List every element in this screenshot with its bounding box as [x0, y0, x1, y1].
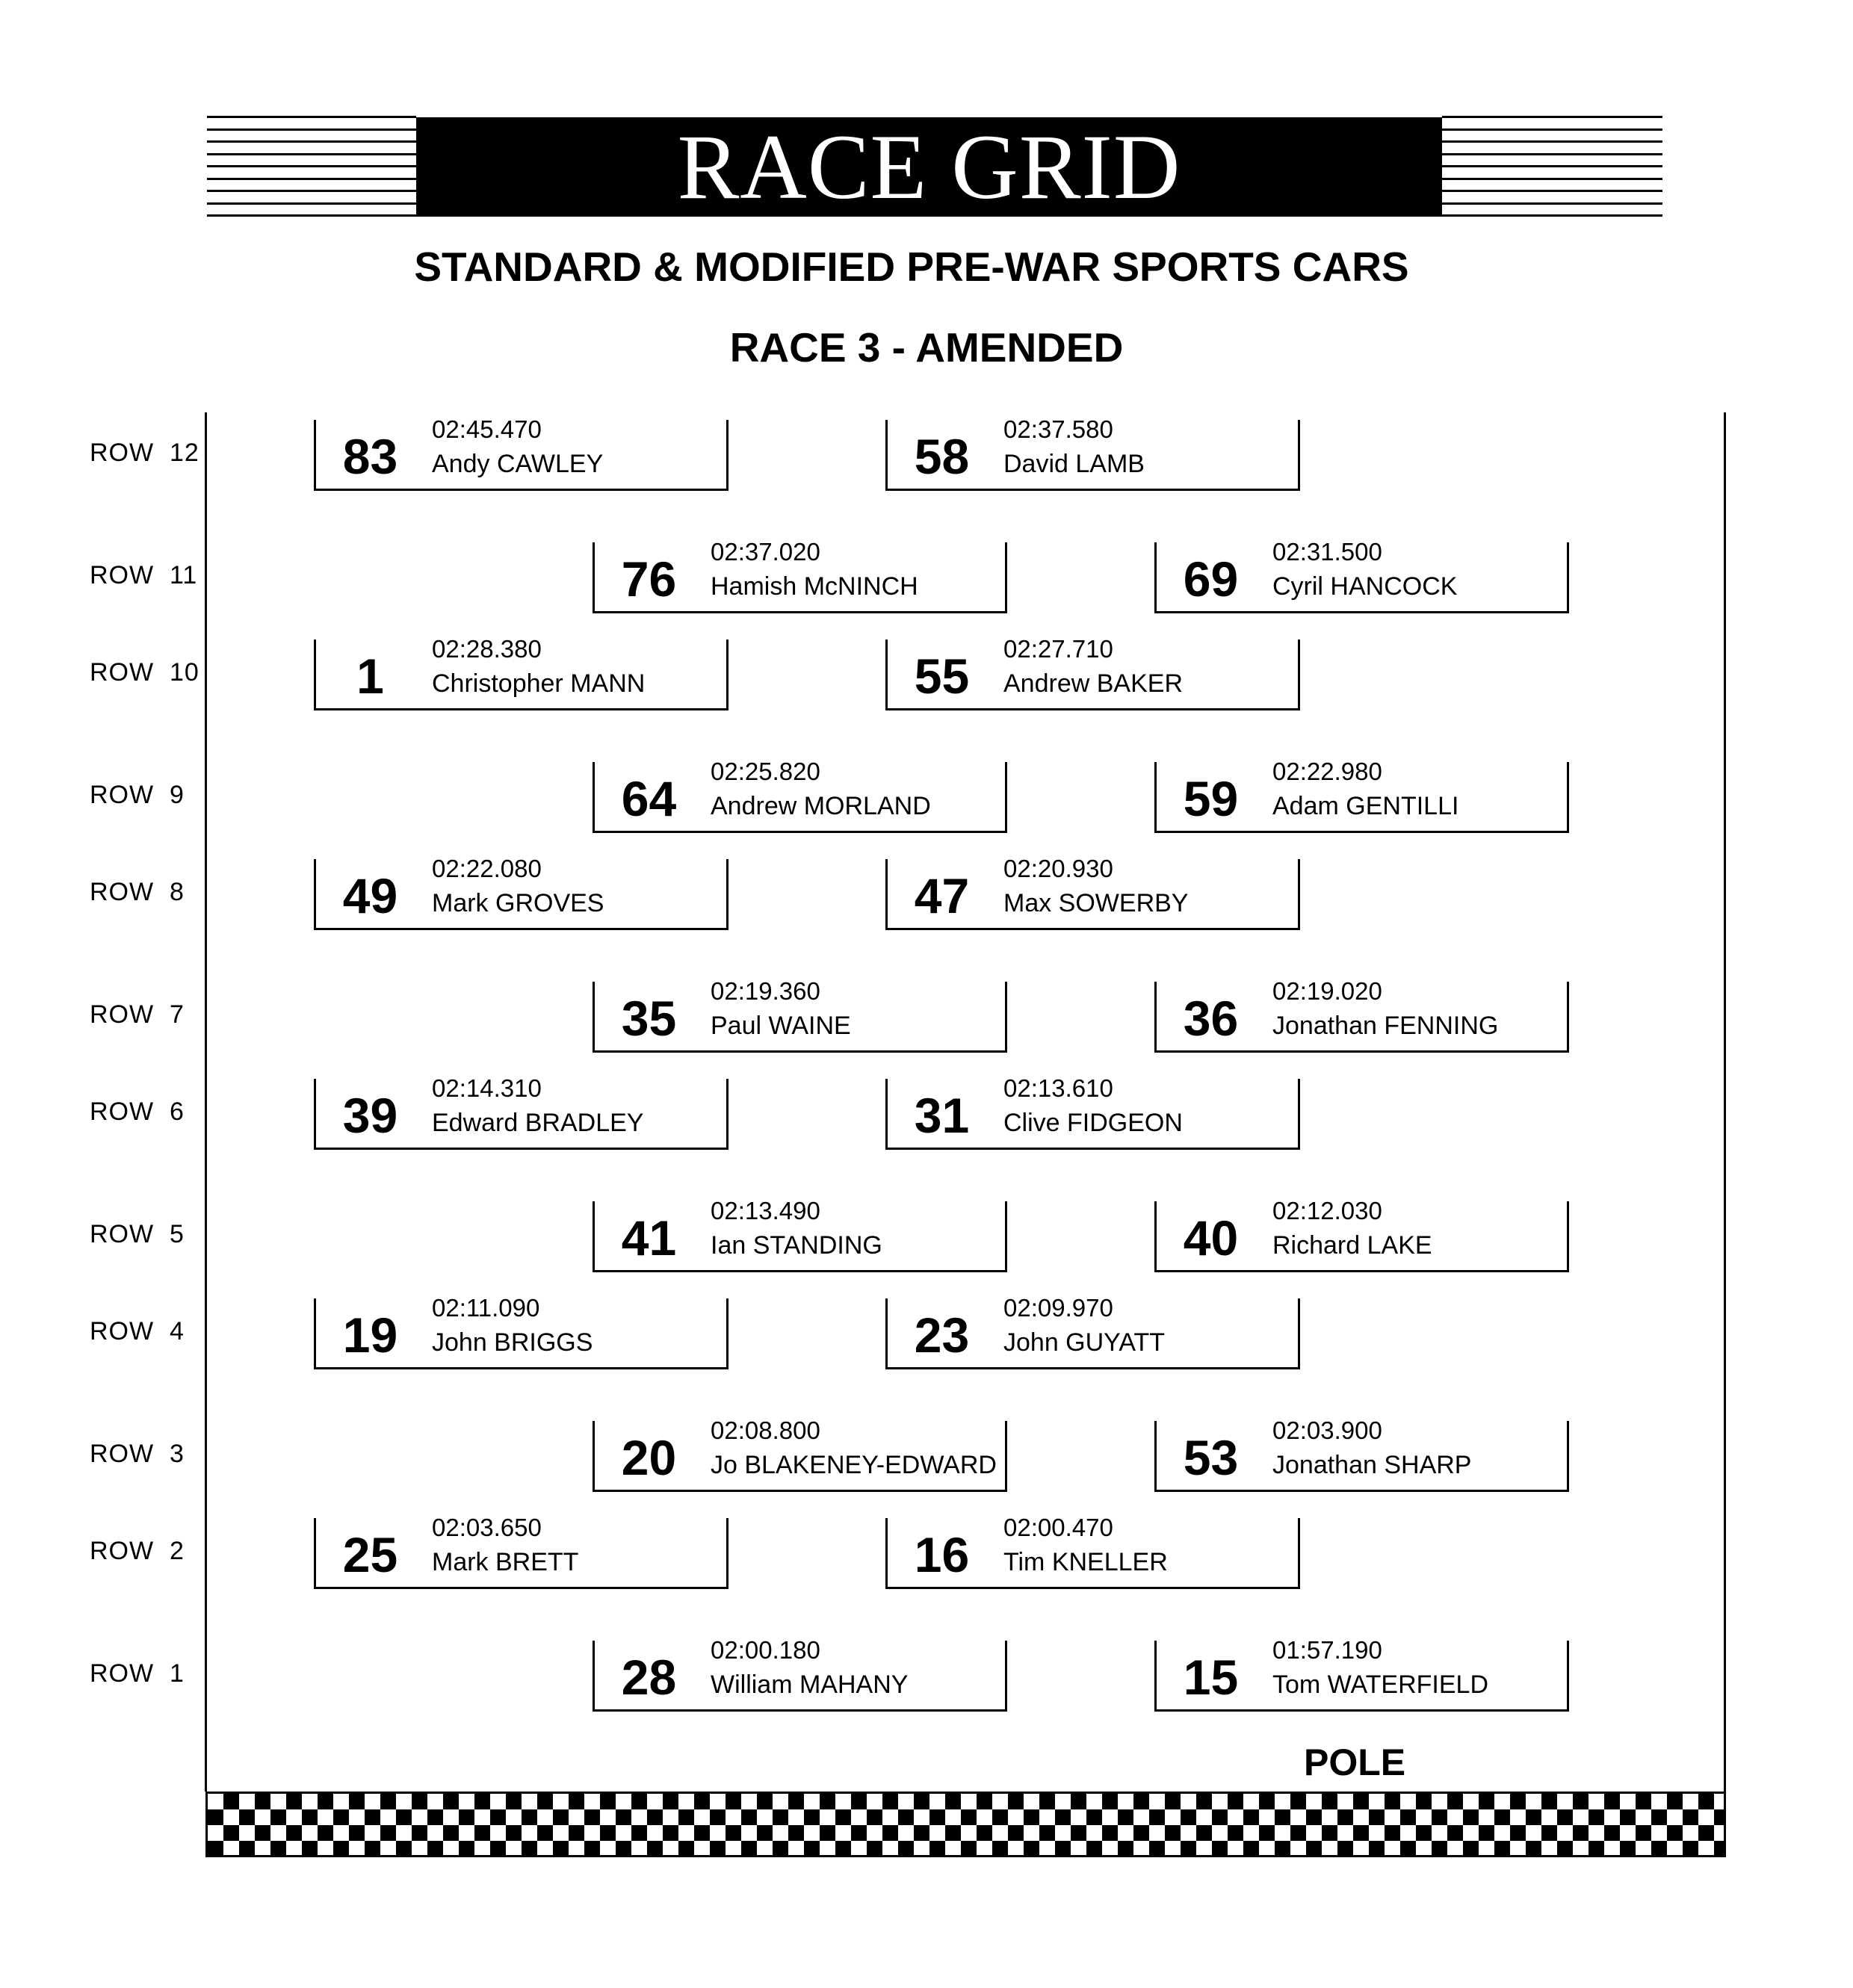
grid-slot — [314, 1074, 728, 1150]
stripe-line — [1442, 165, 1662, 167]
lap-time: 02:12.030 — [1272, 1197, 1382, 1224]
driver-name: John BRIGGS — [432, 1328, 593, 1357]
grid-slot — [885, 1294, 1300, 1369]
row-label: ROW 6 — [90, 1097, 185, 1126]
stripe-line — [1442, 153, 1662, 155]
checkered-flag-strip — [205, 1792, 1726, 1857]
page-title: RACE GRID — [677, 116, 1181, 218]
lap-time: 02:28.380 — [432, 635, 542, 663]
car-number: 76 — [621, 551, 677, 607]
grid-slot — [593, 758, 1007, 833]
row-label: ROW 7 — [90, 1000, 185, 1029]
car-number: 55 — [914, 648, 970, 704]
car-number: 31 — [914, 1088, 970, 1143]
grid-slot — [1154, 1197, 1569, 1272]
lap-time: 02:22.080 — [432, 855, 542, 882]
lap-time: 02:27.710 — [1003, 635, 1113, 663]
stripe-line — [1442, 214, 1662, 217]
grid-slot — [885, 415, 1300, 491]
lap-time: 02:11.090 — [432, 1294, 540, 1322]
grid-slot — [593, 977, 1007, 1053]
car-number: 59 — [1183, 771, 1239, 826]
grid-left-border — [205, 412, 207, 1792]
car-number: 36 — [1183, 991, 1239, 1046]
driver-name: Hamish McNINCH — [711, 572, 918, 601]
row-label: ROW 9 — [90, 781, 185, 809]
car-number: 15 — [1183, 1650, 1239, 1705]
grid-slot — [1154, 758, 1569, 833]
car-number: 49 — [342, 868, 398, 923]
driver-name: Edward BRADLEY — [432, 1109, 644, 1137]
car-number: 39 — [342, 1088, 398, 1143]
car-number: 64 — [621, 771, 677, 826]
driver-name: Andy CAWLEY — [432, 450, 604, 478]
grid-slot — [593, 1416, 1007, 1492]
grid-slot — [314, 415, 728, 491]
row-label: ROW 4 — [90, 1317, 185, 1346]
header-stripes-left — [207, 116, 416, 217]
car-number: 23 — [914, 1307, 970, 1363]
car-number: 41 — [621, 1210, 677, 1266]
car-number: 53 — [1183, 1430, 1239, 1485]
stripe-line — [207, 116, 416, 118]
car-number: 58 — [914, 429, 970, 484]
row-label: ROW 2 — [90, 1537, 185, 1565]
grid-slot — [314, 855, 728, 930]
grid-slot — [314, 635, 728, 710]
lap-time: 02:20.930 — [1003, 855, 1113, 882]
car-number: 20 — [621, 1430, 677, 1485]
driver-name: William MAHANY — [711, 1670, 909, 1699]
driver-name: Tom WATERFIELD — [1272, 1670, 1489, 1699]
grid-slot — [1154, 1416, 1569, 1492]
header-stripes-right — [1442, 116, 1662, 217]
grid-slot — [885, 855, 1300, 930]
grid-slot — [314, 1514, 728, 1589]
stripe-line — [1442, 140, 1662, 143]
driver-name: Jonathan FENNING — [1272, 1012, 1499, 1040]
car-number: 16 — [914, 1527, 970, 1582]
lap-time: 02:09.970 — [1003, 1294, 1113, 1322]
stripe-line — [1442, 128, 1662, 131]
stripe-line — [1442, 116, 1662, 118]
grid-slot — [593, 538, 1007, 613]
stripe-line — [207, 140, 416, 143]
stripe-line — [207, 128, 416, 131]
car-number: 40 — [1183, 1210, 1239, 1266]
car-number: 28 — [621, 1650, 677, 1705]
lap-time: 02:03.900 — [1272, 1416, 1382, 1444]
driver-name: Andrew MORLAND — [711, 792, 931, 820]
driver-name: Ian STANDING — [711, 1231, 882, 1260]
car-number: 1 — [356, 648, 384, 704]
driver-name: Cyril HANCOCK — [1272, 572, 1458, 601]
stripe-line — [1442, 202, 1662, 205]
lap-time: 02:13.490 — [711, 1197, 820, 1224]
lap-time: 02:00.470 — [1003, 1514, 1113, 1541]
driver-name: John GUYATT — [1003, 1328, 1166, 1357]
stripe-line — [207, 214, 416, 217]
driver-name: Clive FIDGEON — [1003, 1109, 1183, 1137]
stripe-line — [207, 153, 416, 155]
driver-name: Max SOWERBY — [1003, 889, 1189, 917]
driver-name: Adam GENTILLI — [1272, 792, 1459, 820]
grid-slot — [593, 1197, 1007, 1272]
stripe-line — [1442, 178, 1662, 180]
grid-slot — [1154, 1636, 1569, 1712]
grid-slot — [314, 1294, 728, 1369]
lap-time: 02:31.500 — [1272, 538, 1382, 566]
grid-slot — [885, 1514, 1300, 1589]
lap-time: 02:14.310 — [432, 1074, 542, 1102]
driver-name: Christopher MANN — [432, 669, 646, 698]
driver-name: Jonathan SHARP — [1272, 1451, 1472, 1479]
lap-time: 02:19.360 — [711, 977, 820, 1005]
car-number: 69 — [1183, 551, 1239, 607]
grid-slot — [593, 1636, 1007, 1712]
row-label: ROW 5 — [90, 1220, 185, 1248]
race-subtitle: RACE 3 - AMENDED — [729, 324, 1124, 371]
car-number: 83 — [342, 429, 398, 484]
lap-time: 02:19.020 — [1272, 977, 1382, 1005]
stripe-line — [207, 202, 416, 205]
driver-name: Mark GROVES — [432, 889, 604, 917]
lap-time: 02:25.820 — [711, 758, 820, 785]
driver-name: Tim KNELLER — [1003, 1548, 1168, 1576]
car-number: 35 — [621, 991, 677, 1046]
grid-slot — [885, 1074, 1300, 1150]
lap-time: 02:03.650 — [432, 1514, 542, 1541]
grid-slot — [885, 635, 1300, 710]
lap-time: 02:00.180 — [711, 1636, 820, 1664]
grid-slot — [1154, 538, 1569, 613]
lap-time: 02:08.800 — [711, 1416, 820, 1444]
lap-time: 02:13.610 — [1003, 1074, 1113, 1102]
car-number: 47 — [914, 868, 970, 923]
row-label: ROW 1 — [90, 1659, 185, 1688]
lap-time: 02:37.580 — [1003, 415, 1113, 443]
lap-time: 01:57.190 — [1272, 1636, 1382, 1664]
row-label: ROW 12 — [90, 439, 199, 467]
row-label: ROW 10 — [90, 658, 199, 687]
driver-name: Paul WAINE — [711, 1012, 851, 1040]
stripe-line — [207, 190, 416, 192]
driver-name: Richard LAKE — [1272, 1231, 1432, 1260]
row-label: ROW 11 — [90, 561, 198, 589]
class-subtitle: STANDARD & MODIFIED PRE-WAR SPORTS CARS — [414, 244, 1409, 290]
lap-time: 02:45.470 — [432, 415, 542, 443]
stripe-line — [207, 165, 416, 167]
row-label: ROW 3 — [90, 1440, 185, 1468]
car-number: 25 — [342, 1527, 398, 1582]
lap-time: 02:22.980 — [1272, 758, 1382, 785]
stripe-line — [207, 178, 416, 180]
stripe-line — [1442, 190, 1662, 192]
driver-name: Andrew BAKER — [1003, 669, 1183, 698]
row-label: ROW 8 — [90, 878, 185, 906]
driver-name: Jo BLAKENEY-EDWARD — [711, 1451, 997, 1479]
driver-name: David LAMB — [1003, 450, 1145, 478]
pole-label: POLE — [1304, 1741, 1406, 1783]
grid-right-border — [1724, 412, 1726, 1792]
car-number: 19 — [342, 1307, 398, 1363]
title-banner — [416, 117, 1442, 217]
driver-name: Mark BRETT — [432, 1548, 579, 1576]
grid-slot — [1154, 977, 1569, 1053]
lap-time: 02:37.020 — [711, 538, 820, 566]
